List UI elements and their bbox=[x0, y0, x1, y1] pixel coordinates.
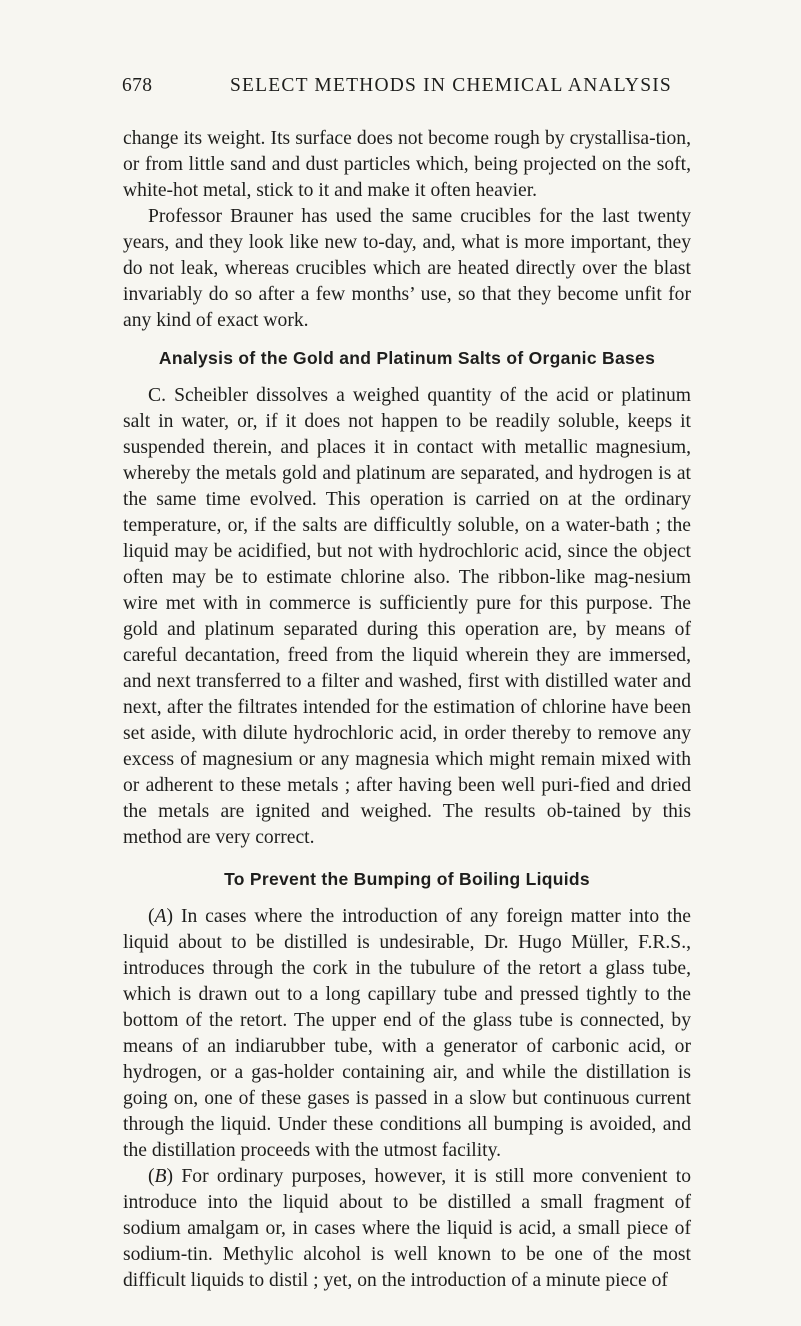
paragraph-a: (A) In cases where the introduction of any foreign matter into the liquid about to be distilled is undesirable, Dr. Hugo Müller, F.R.S., introduces through the cork in the tubulure of the retort a glass tube, which is drawn out to a long capillary tube and pressed tightly to the bottom of the retort. The upper end of the glass tube is connected, by means of an indiarubber tube, with a generator of carbonic acid, or hydrogen, or a gas-holder containing air, and while the distillation is going on, one of these gases is passed in a slow but continuous current through the liquid. Under these conditions all bumping is avoided, and the distillation proceeds with the utmost facility. bbox=[123, 906, 691, 1161]
section-heading-gold-platinum: Analysis of the Gold and Platinum Salts of Organic Bases bbox=[158, 348, 656, 368]
paragraph-b-text: For ordinary purposes, however, it is still more convenient to introduce into the liquid about to be distilled a small fragment of sodium amalgam or, in cases where the liquid is acid, a small piece of sodium-tin. Methylic alcohol is well known to be one of the most difficult liquids to distil ; yet, on the introduction of a minute piece of bbox=[123, 1166, 691, 1291]
paragraph-b: (B) For ordinary purposes, however, it is still more convenient to introduce into the liquid about to be distilled a small fragment of sodium amalgam or, in cases where the liquid is acid, a small piece of sodium-tin. Methylic alcohol is well known to be one of the most difficult liquids to distil ; yet, on the introduction of a minute piece of bbox=[123, 1166, 691, 1291]
paragraph-scheibler: C. Scheibler dissolves a weighed quantity of the acid or platinum salt in water, or, if it does not happen to be readily soluble, keeps it suspended therein, and places it in contact with metallic magnesium, whereby the metals gold and platinum are separated, and hydrogen is at the same time evolved. This operation is carried on at the ordinary temperature, or, if the salts are difficultly soluble, on a water-bath ; the liquid may be acidified, but not with hydrochloric acid, since the object often may be to estimate chlorine also. The ribbon-like mag-nesium wire met with in commerce is sufficiently pure for this purpose. The gold and platinum separated during this operation are, by means of careful decantation, freed from the liquid wherein they are immersed, and next transferred to a filter and washed, first with distilled water and next, after the filtrates intended for the estimation of chlorine have been set aside, with dilute hydrochloric acid, in order thereby to remove any excess of magnesium or any magnesia which might remain mixed with or adherent to these metals ; after having been well puri-fied and dried the metals are ignited and weighed. The results ob-tained by this method are very correct. bbox=[123, 385, 691, 848]
running-title: SELECT METHODS IN CHEMICAL ANALYSIS bbox=[230, 75, 672, 96]
paragraph-a-text: In cases where the introduction of any foreign matter into the liquid about to be distilled is undesirable, Dr. Hugo Müller, F.R.S., introduces through the cork in the tubulure of the retort a glass tube, which is drawn out to a long capillary tube and pressed tightly to the bottom of the retort. The upper end of the glass tube is connected, by means of an indiarubber tube, with a generator of carbonic acid, or hydrogen, or a gas-holder containing air, and while the distillation is going on, one of these gases is passed in a slow but continuous current through the liquid. Under these conditions all bumping is avoided, and the distillation proceeds with the utmost facility. bbox=[123, 906, 691, 1161]
paragraph-brauner: Professor Brauner has used the same crucibles for the last twenty years, and they look like new to-day, and, what is more important, they do not leak, whereas crucibles which are heated directly over the blast invariably do so after a few months’ use, so that they become unfit for any kind of exact work. bbox=[123, 206, 691, 331]
marker-a: A bbox=[154, 906, 167, 927]
running-head bbox=[122, 75, 692, 105]
section-heading-bumping: To Prevent the Bumping of Boiling Liquids bbox=[224, 869, 590, 889]
body-text bbox=[123, 126, 691, 1294]
marker-b: B bbox=[154, 1166, 167, 1187]
page-number: 678 bbox=[122, 75, 153, 96]
paragraph-continued: change its weight. Its surface does not become rough by crystallisa-tion, or from little sand and dust particles which, being projected on the soft, white-hot metal, stick to it and make it often heavier. bbox=[123, 128, 691, 201]
